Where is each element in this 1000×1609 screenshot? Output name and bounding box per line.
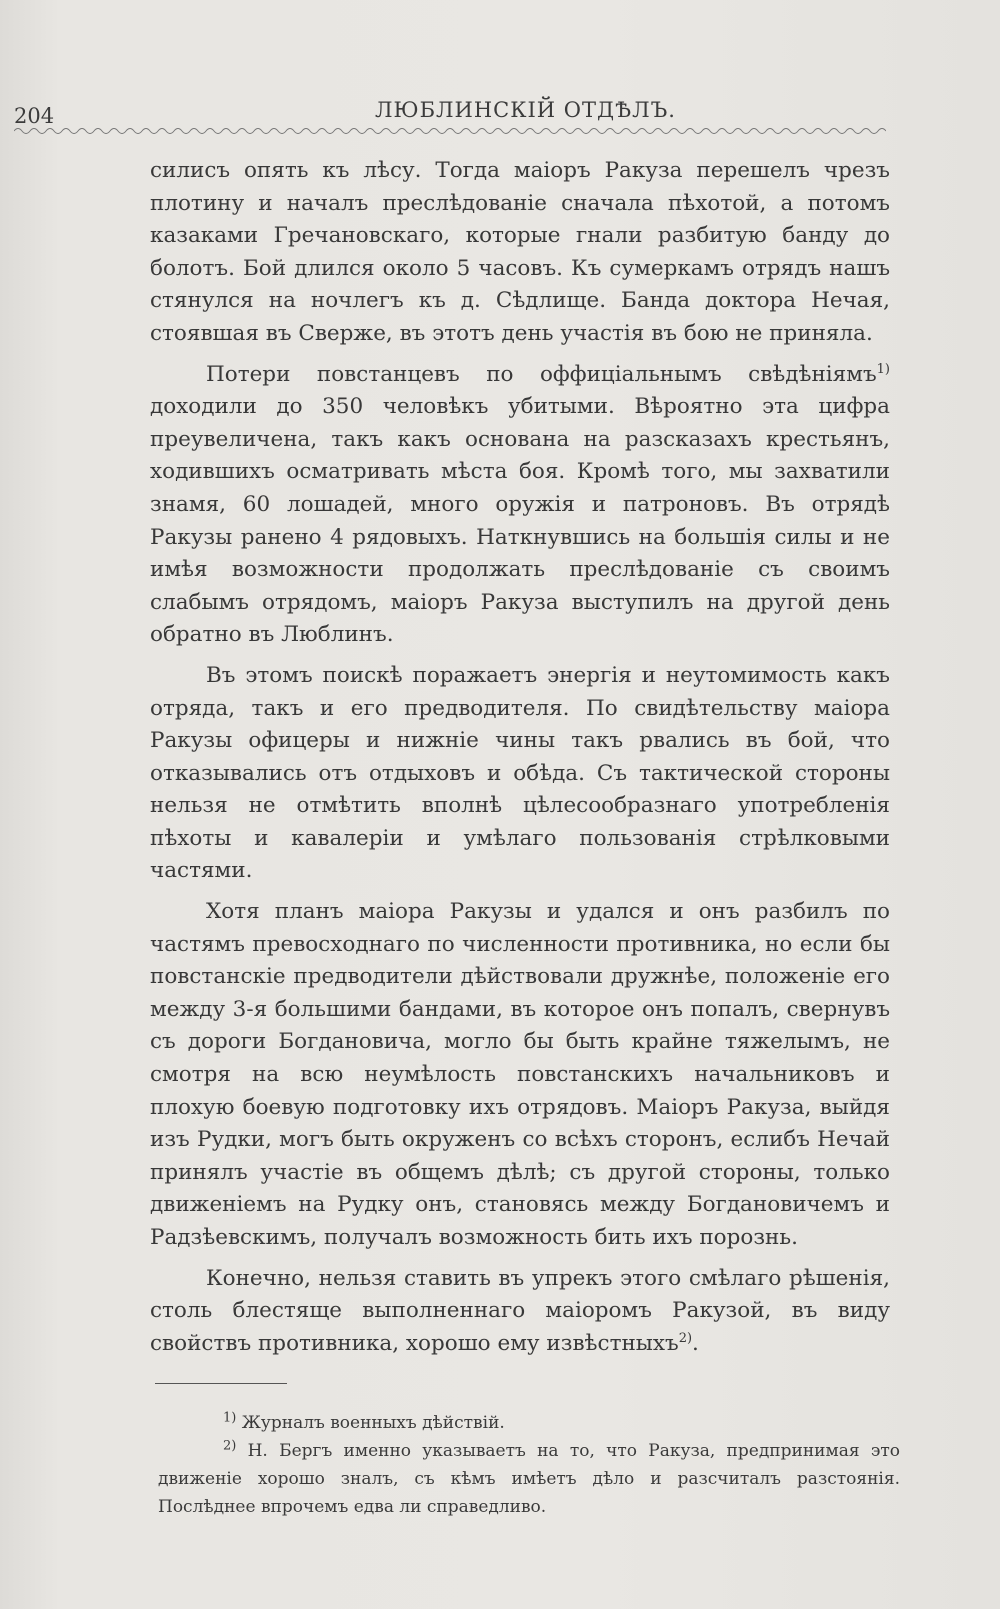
paragraph-5 (150, 1263, 890, 1361)
footnote-1-text: Журналъ военныхъ дѣйствій. (241, 1413, 505, 1433)
paragraph-1: силисъ опять къ лѣсу. Тогда маіоръ Ракуза перешелъ чрезъ плотину и началъ преслѣдованіе сначала пѣхотой, а потомъ казаками Гречановскаго, которые гнали разбитую банду до болотъ. Бой длился около 5 часовъ. Къ сумеркамъ отрядъ нашъ стянулся на ночлегъ къ д. Сѣдлище. Банда доктора Нечая, стоявшая въ Сверже, въ этотъ день участія въ бою не приняла. (150, 158, 890, 346)
footnote-ref-1: 1) (876, 361, 890, 377)
footnote-2-text: Н. Бергъ именно указываетъ на то, что Ракуза, предпринимая это движеніе хорошо зналъ, съ кѣмъ имѣетъ дѣло и разсчиталъ разстоянія. Послѣднее впрочемъ едва ли справедливо. (158, 1441, 900, 1517)
paragraph-4: Хотя планъ маіора Ракузы и удался и онъ разбилъ по частямъ превосходнаго по численности противника, но если бы повстанскіе предводители дѣйствовали дружнѣе, положеніе его между 3-я большими бандами, въ которое онъ попалъ, свернувъ съ дороги Богдановича, могло бы быть крайне тяжелымъ, не смотря на всю неумѣлость повстанскихъ начальниковъ и плохую боевую подготовку ихъ отрядовъ. Маіоръ Ракуза, выйдя изъ Рудки, могъ быть окруженъ со всѣхъ сторонъ, еслибъ Нечай принялъ участіе въ общемъ дѣлѣ; съ другой стороны, только движеніемъ на Рудку онъ, становясь между Богдановичемъ и Радзѣевскимъ, получалъ возможность бить ихъ порознь. (150, 899, 890, 1250)
page-header (0, 98, 1000, 138)
footnote-1-marker: 1) (223, 1410, 237, 1426)
paragraph-5-end: . (692, 1330, 699, 1356)
paragraph-2-rest: доходили до 350 человѣкъ убитыми. Вѣроятно эта цифра преувеличена, такъ какъ основана на разсказахъ крестьянъ, ходившихъ осматривать мѣста боя. Кромѣ того, мы захватили знамя, 60 лошадей, много оружія и патроновъ. Въ отрядѣ Ракузы ранено 4 рядовыхъ. Наткнувшись на большія силы и не имѣя возможности продолжать преслѣдованіе съ своимъ слабымъ отрядомъ, маіоръ Ракуза выступилъ на другой день обратно въ Люблинъ. (150, 394, 890, 648)
running-head: ЛЮБЛИНСКІЙ ОТДѢЛЪ. (375, 98, 676, 122)
footnote-2-marker: 2) (223, 1438, 237, 1454)
footnote-1 (158, 1409, 900, 1437)
paragraph-3: Въ этомъ поискѣ поражаетъ энергія и неутомимость какъ отряда, такъ и его предводителя. По свидѣтельству маіора Ракузы офицеры и нижніе чины такъ рвались въ бой, что отказывались отъ отдыховъ и обѣда. Съ тактической стороны нельзя не отмѣтить вполнѣ цѣлесообразнаго употребленія пѣхоты и кавалеріи и умѣлаго пользованія стрѣлковыми частями. (150, 662, 890, 884)
paragraph-2-start: Потери повстанцевъ по оффиціальнымъ свѣдѣніямъ (206, 361, 877, 387)
paragraph-5-text: Конечно, нельзя ставить въ упрекъ этого смѣлаго рѣшенія, столь блестяще выполненнаго маіоромъ Ракузой, въ виду свойствъ противника, хорошо ему извѣстныхъ (150, 1265, 890, 1356)
footnote-divider (155, 1383, 287, 1384)
footnote-ref-2: 2) (678, 1330, 693, 1346)
paragraph-2 (150, 359, 890, 652)
page-number: 204 (14, 104, 55, 128)
footnote-2 (158, 1437, 900, 1521)
main-text (150, 155, 890, 1360)
footnotes (158, 1409, 900, 1521)
wavy-header-rule (14, 124, 886, 138)
